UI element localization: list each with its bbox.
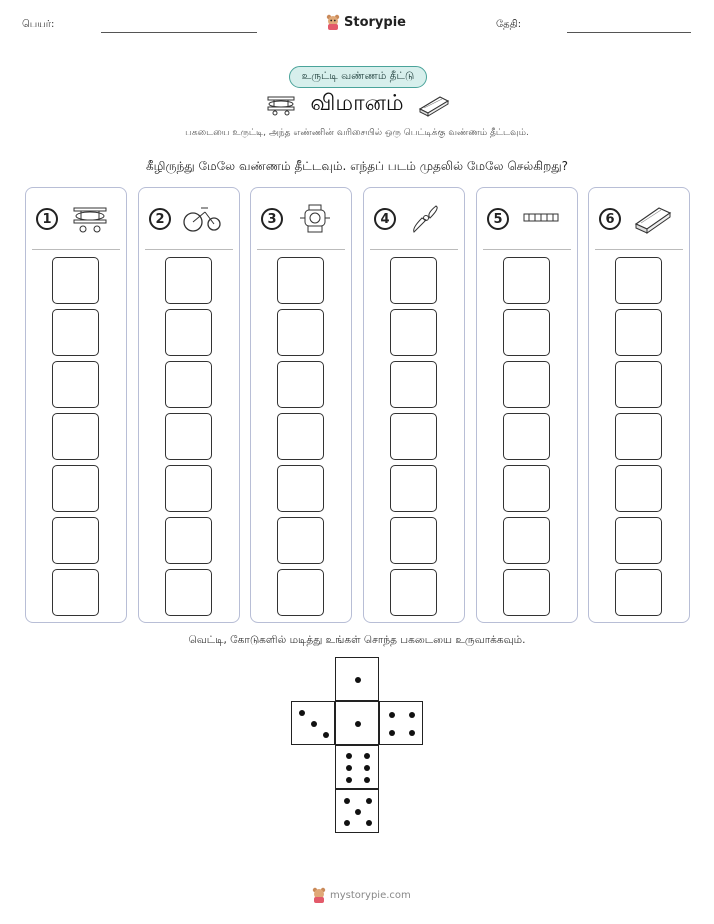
color-box[interactable]	[52, 361, 99, 408]
color-box[interactable]	[615, 465, 662, 512]
color-box[interactable]	[165, 309, 212, 356]
dice-pip	[346, 777, 352, 783]
color-box[interactable]	[390, 309, 437, 356]
column-number-badge: 2	[149, 208, 171, 230]
page-title: விமானம்	[310, 91, 404, 116]
color-box[interactable]	[503, 257, 550, 304]
color-box[interactable]	[503, 361, 550, 408]
dice-face	[335, 745, 379, 789]
dice-pip	[355, 677, 361, 683]
color-box[interactable]	[615, 361, 662, 408]
dice-pip	[323, 732, 329, 738]
column-number-badge: 6	[599, 208, 621, 230]
name-line[interactable]	[101, 32, 257, 33]
color-box[interactable]	[52, 413, 99, 460]
dice-pip	[344, 798, 350, 804]
color-box[interactable]	[503, 413, 550, 460]
color-box[interactable]	[165, 465, 212, 512]
color-box[interactable]	[615, 569, 662, 616]
dice-face	[335, 789, 379, 833]
roll-column	[25, 187, 127, 623]
dice-face	[291, 701, 335, 745]
color-box[interactable]	[390, 413, 437, 460]
dice-pip	[366, 798, 372, 804]
date-line[interactable]	[567, 32, 691, 33]
color-box[interactable]	[503, 517, 550, 564]
color-box[interactable]	[52, 309, 99, 356]
dice-pip	[346, 753, 352, 759]
dice-face	[379, 701, 423, 745]
activity-tag: உருட்டி வண்ணம் தீட்டு	[289, 66, 427, 88]
color-box[interactable]	[503, 569, 550, 616]
roll-column	[476, 187, 578, 623]
column-divider	[32, 249, 120, 250]
column-number-badge: 4	[374, 208, 396, 230]
color-box[interactable]	[277, 257, 324, 304]
plank-title-icon	[418, 93, 450, 117]
dice-pip	[366, 820, 372, 826]
color-box[interactable]	[390, 257, 437, 304]
color-box[interactable]	[390, 569, 437, 616]
color-box[interactable]	[52, 569, 99, 616]
dice-face	[335, 701, 379, 745]
color-box[interactable]	[615, 309, 662, 356]
column-divider	[595, 249, 683, 250]
roll-column	[363, 187, 465, 623]
color-box[interactable]	[277, 361, 324, 408]
color-box[interactable]	[503, 465, 550, 512]
brand-name: Storypie	[344, 14, 406, 30]
color-box[interactable]	[277, 465, 324, 512]
column-divider	[370, 249, 458, 250]
dice-pip	[311, 721, 317, 727]
column-divider	[257, 249, 345, 250]
color-box[interactable]	[52, 465, 99, 512]
color-box[interactable]	[277, 309, 324, 356]
name-label: பெயர்:	[22, 19, 55, 30]
dice-pip	[364, 777, 370, 783]
instruction-text: பகடையை உருட்டி, அந்த எண்ணின் வரிசையில் ஒரு பெட்டிக்கு வண்ணம் தீட்டவும்.	[185, 128, 529, 138]
color-box[interactable]	[165, 257, 212, 304]
dice-pip	[364, 753, 370, 759]
date-label: தேதி:	[496, 19, 522, 30]
column-number-badge: 5	[487, 208, 509, 230]
footer	[312, 887, 411, 903]
column-number-badge: 1	[36, 208, 58, 230]
dice-pip	[409, 712, 415, 718]
dice-pip	[344, 820, 350, 826]
color-box[interactable]	[165, 569, 212, 616]
color-box[interactable]	[390, 517, 437, 564]
bear-icon	[312, 887, 326, 903]
color-box[interactable]	[390, 361, 437, 408]
plank-icon	[633, 202, 673, 236]
color-box[interactable]	[615, 257, 662, 304]
color-box[interactable]	[615, 517, 662, 564]
column-divider	[145, 249, 233, 250]
column-number-badge: 3	[261, 208, 283, 230]
bear-icon	[326, 14, 340, 30]
dice-pip	[355, 809, 361, 815]
color-box[interactable]	[277, 569, 324, 616]
dice-pip	[409, 730, 415, 736]
roll-column	[138, 187, 240, 623]
dice-pip	[299, 710, 305, 716]
color-box[interactable]	[277, 413, 324, 460]
dice-pip	[346, 765, 352, 771]
color-box[interactable]	[165, 361, 212, 408]
biplane-title-icon	[264, 94, 298, 116]
color-box[interactable]	[165, 517, 212, 564]
propeller-icon	[408, 202, 448, 236]
roll-column	[588, 187, 690, 623]
engine-icon	[295, 202, 335, 236]
footer-url[interactable]: mystorypie.com	[330, 889, 411, 901]
biplane-icon	[70, 202, 110, 236]
bicycle-icon	[183, 202, 223, 236]
color-box[interactable]	[52, 257, 99, 304]
wing-icon	[521, 202, 561, 236]
cut-instruction: வெட்டி, கோடுகளில் மடித்து உங்கள் சொந்த பகடையை உருவாக்கவும்.	[188, 634, 526, 646]
color-box[interactable]	[165, 413, 212, 460]
color-box[interactable]	[52, 517, 99, 564]
dice-pip	[389, 712, 395, 718]
color-box[interactable]	[277, 517, 324, 564]
dice-pip	[364, 765, 370, 771]
column-divider	[483, 249, 571, 250]
color-box[interactable]	[503, 309, 550, 356]
question-text: கீழிருந்து மேலே வண்ணம் தீட்டவும். எந்தப் படம் முதலில் மேலே செல்கிறது?	[145, 159, 569, 173]
brand-logo	[326, 14, 406, 30]
dice-pip	[389, 730, 395, 736]
color-box[interactable]	[390, 465, 437, 512]
dice-face	[335, 657, 379, 701]
roll-column	[250, 187, 352, 623]
dice-pip	[355, 721, 361, 727]
color-box[interactable]	[615, 413, 662, 460]
